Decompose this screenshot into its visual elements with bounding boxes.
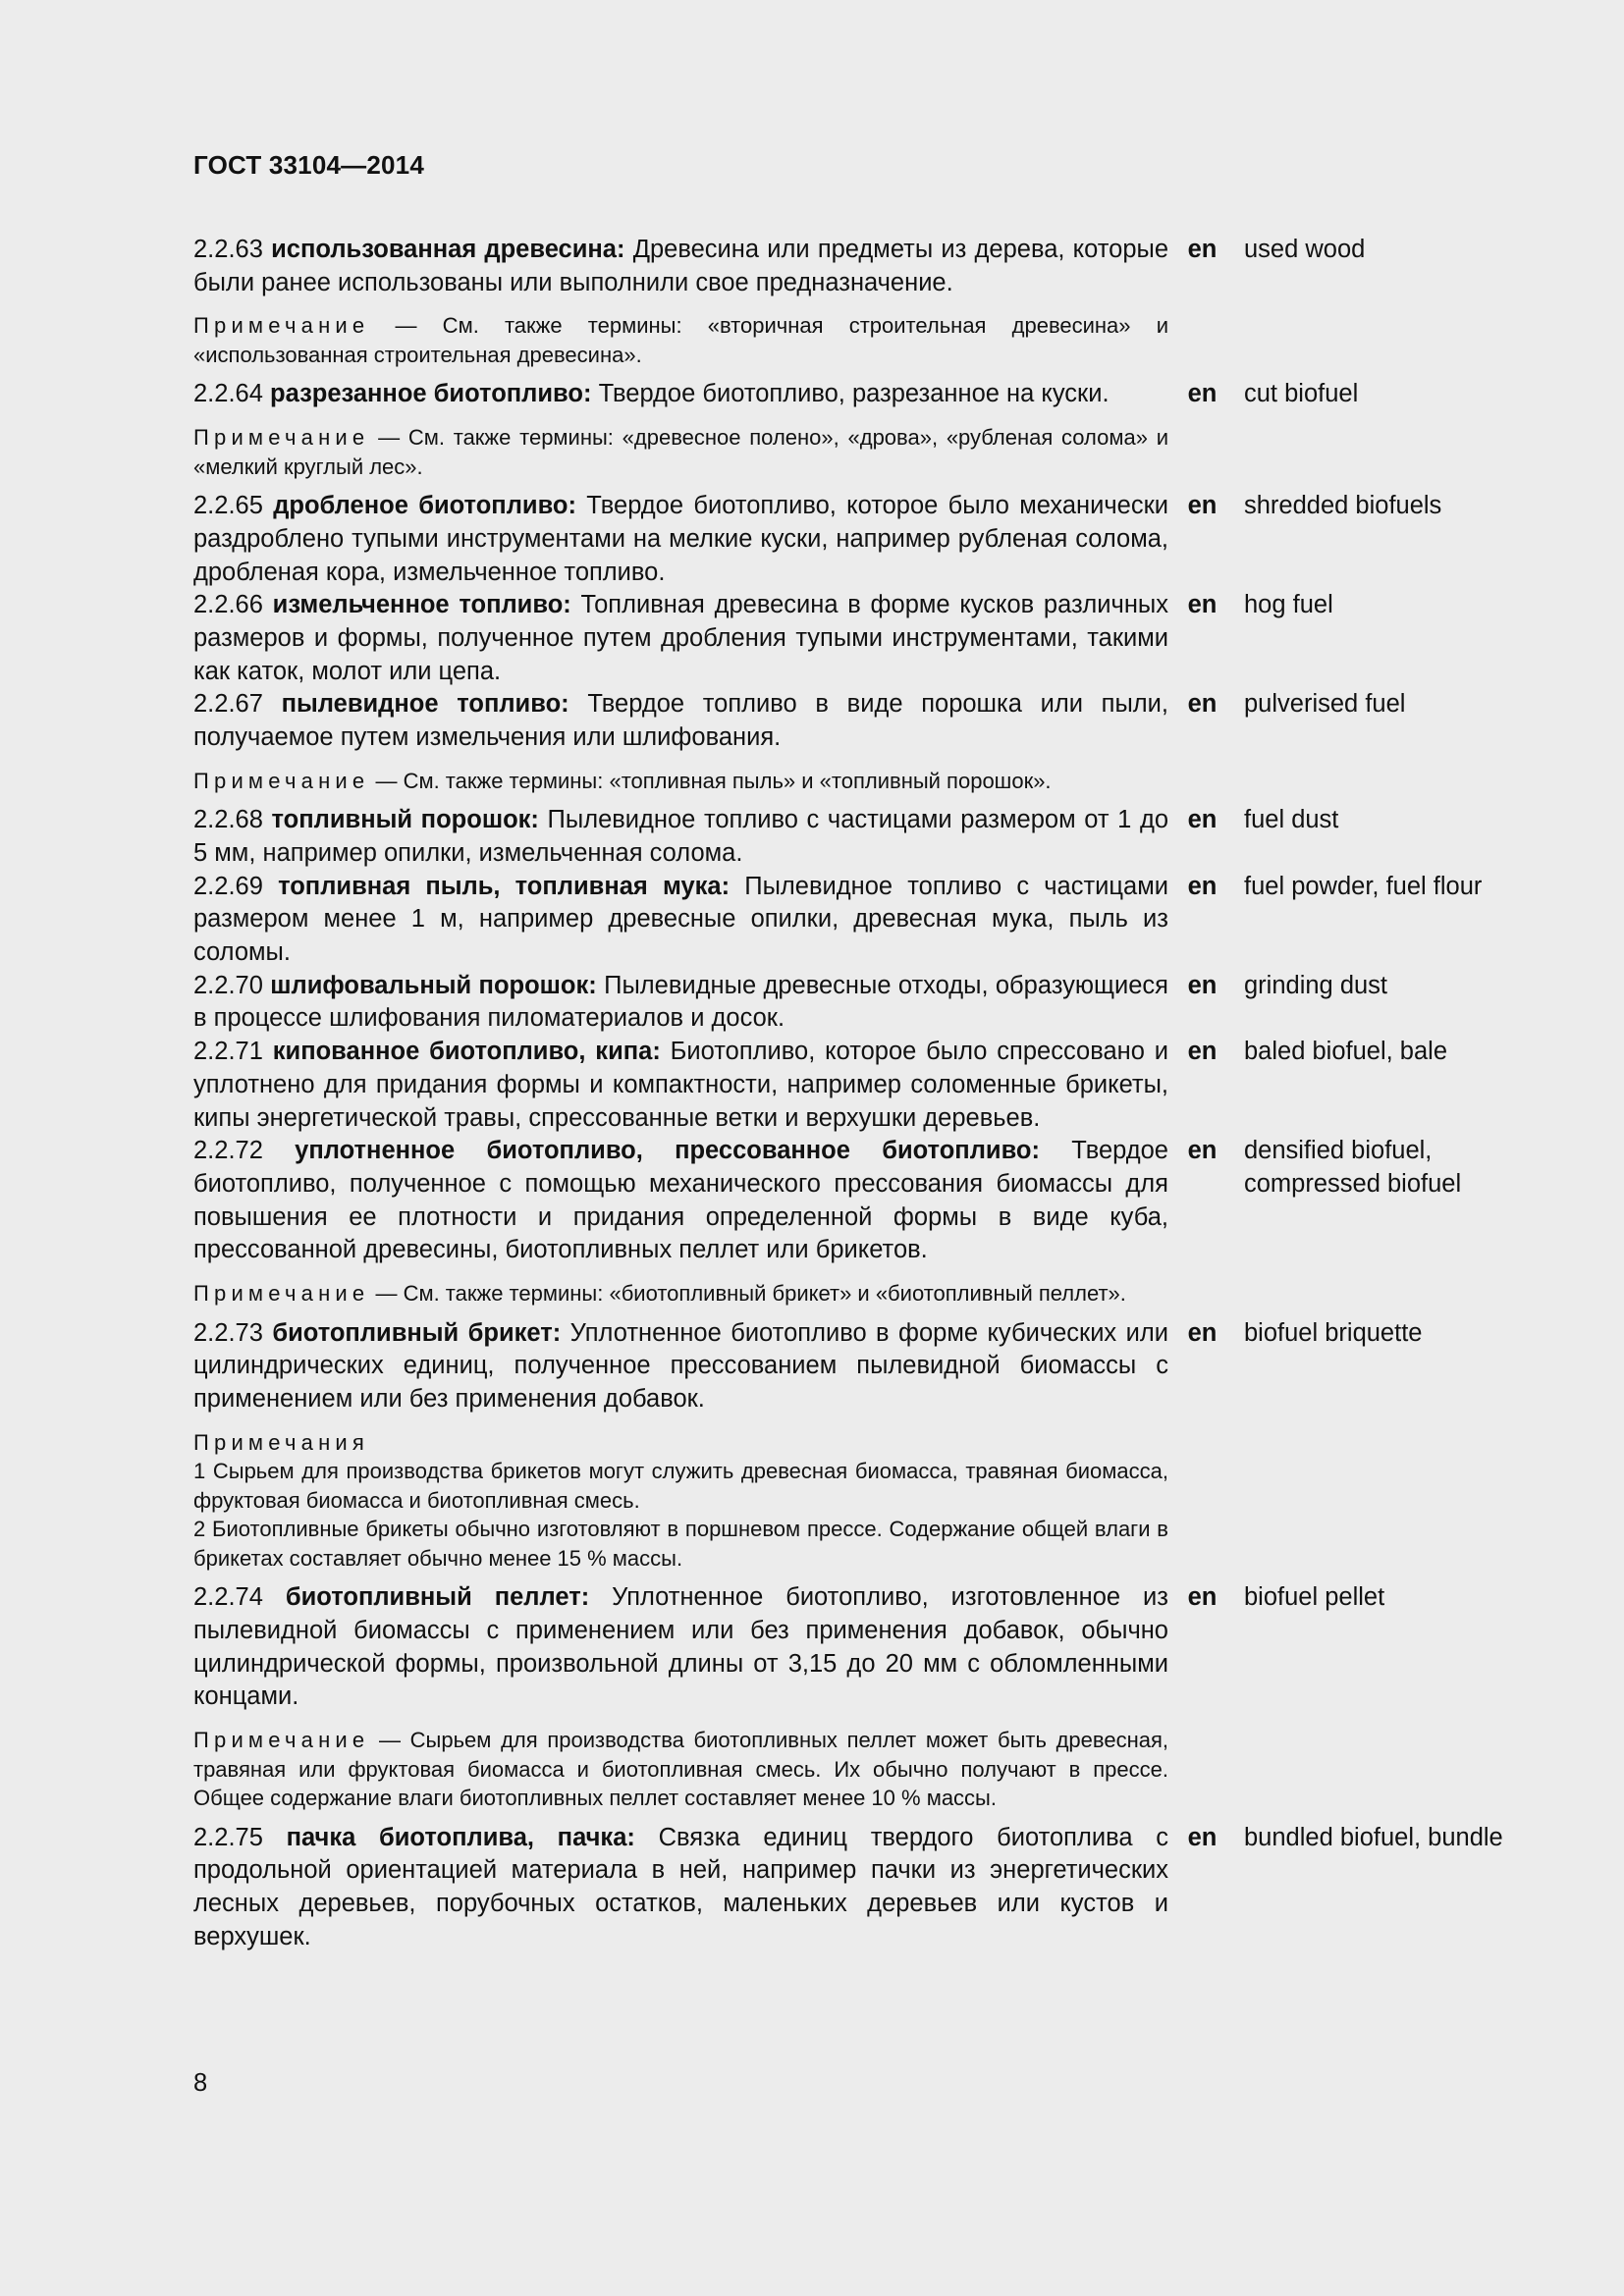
lang-code: en	[1187, 380, 1218, 408]
term-definition: Связка единиц твердого биотоплива с продольной ориентацией материала в ней, например пачки из энергетических лесных деревьев, порубочных остатков, маленьких деревьев или кустов и верхушек.	[193, 1823, 1168, 1950]
note-text: — См. также термины: «биотопливный брикет» и «биотопливный пеллет».	[369, 1281, 1126, 1307]
english-term: grinding dust	[1244, 971, 1388, 999]
note-label: Примечание	[193, 1281, 370, 1307]
note-label: Примечание	[193, 313, 370, 339]
term-definition: Пылевидное топливо с частицами размером от 1 до 5 мм, например опилки, измельченная солома.	[193, 806, 1168, 867]
terms-list	[193, 234, 1509, 1953]
term-entry	[193, 970, 1509, 1036]
lang-code: en	[1187, 492, 1218, 520]
term-entry	[193, 589, 1509, 688]
term-note	[193, 423, 1168, 481]
lang-code: en	[1187, 1137, 1218, 1165]
term-entry	[193, 1135, 1509, 1267]
english-term: densified biofuel, compressed biofuel	[1244, 1137, 1462, 1198]
term-entry	[193, 1581, 1509, 1714]
lang-code: en	[1187, 872, 1218, 900]
term-name: биотопливный брикет:	[272, 1318, 562, 1347]
english-term: baled biofuel, bale	[1244, 1038, 1448, 1066]
term-definition: Твердое топливо в виде порошка или пыли, получаемое путем измельчения или шлифования.	[193, 690, 1169, 752]
term-number: 2.2.75	[193, 1823, 263, 1851]
lang-code: en	[1187, 1318, 1218, 1347]
term-body	[193, 1317, 1168, 1416]
term-name: кипованное биотопливо, кипа:	[272, 1038, 661, 1066]
term-name: разрезанное биотопливо:	[270, 380, 592, 408]
lang-code: en	[1187, 1038, 1218, 1066]
term-entry	[193, 1822, 1509, 1954]
term-number: 2.2.70	[193, 971, 263, 999]
term-notes	[193, 1428, 1168, 1574]
term-entry	[193, 234, 1509, 299]
term-definition: Пылевидное топливо с частицами размером менее 1 м, например древесные опилки, древесная мука, пыль из соломы.	[193, 872, 1168, 967]
english-term: pulverised fuel	[1244, 690, 1406, 719]
term-definition: Древесина или предметы из дерева, которые были ранее использованы или выполнили свое предназначение.	[193, 236, 1169, 296]
term-definition: Твердое биотопливо, разрезанное на куски.	[598, 380, 1110, 408]
term-number: 2.2.64	[193, 380, 263, 408]
term-body	[193, 378, 1168, 411]
term-name: использованная древесина:	[271, 236, 625, 263]
term-entry	[193, 688, 1509, 754]
term-number: 2.2.63	[193, 236, 263, 263]
term-name: шлифовальный порошок:	[270, 971, 597, 999]
term-body	[193, 1581, 1168, 1714]
term-body	[193, 589, 1168, 688]
term-body	[193, 490, 1168, 589]
english-term: hog fuel	[1244, 591, 1333, 619]
term-name: топливный порошок:	[271, 806, 539, 834]
term-body	[193, 871, 1168, 970]
term-definition: Твердое биотопливо, полученное с помощью механического прессования биомассы для повышения ее плотности и придания определенной формы в виде куба, прессованной древесины, биотопливных пеллет или брикетов.	[193, 1137, 1168, 1264]
lang-code: en	[1187, 971, 1218, 999]
note-text: — См. также термины: «древесное полено», «дрова», «рубленая солома» и «мелкий круглый лес».	[193, 425, 1168, 479]
term-body	[193, 804, 1168, 870]
term-note	[193, 311, 1168, 369]
term-entry	[193, 871, 1509, 970]
note-text: — См. также термины: «вторичная строительная древесина» и «использованная строительная древесина».	[193, 313, 1168, 367]
english-term: bundled biofuel, bundle	[1244, 1823, 1503, 1851]
term-name: биотопливный пеллет:	[285, 1583, 590, 1612]
lang-code: en	[1187, 806, 1218, 834]
english-term: biofuel briquette	[1244, 1318, 1423, 1347]
page-number: 8	[193, 2069, 208, 2097]
term-definition: Уплотненное биотопливо в форме кубических или цилиндрических единиц, полученное прессованием пылевидной биомассы с применением или без применения добавок.	[193, 1318, 1168, 1413]
lang-code: en	[1187, 1823, 1218, 1851]
lang-code: en	[1187, 591, 1218, 619]
note-text: — Сырьем для производства биотопливных пеллет может быть древесная, травяная или фруктовая биомасса и биотопливная смесь. Их обычно получают в прессе. Общее содержание влаги биотопливных пеллет составляет менее 10 % массы.	[193, 1728, 1168, 1810]
term-name: пылевидное топливо:	[281, 690, 569, 719]
note-item: 2 Биотопливные брикеты обычно изготовляют в поршневом прессе. Содержание общей влаги в брикетах составляет обычно менее 15 % массы.	[193, 1517, 1168, 1571]
term-number: 2.2.66	[193, 591, 263, 619]
term-number: 2.2.74	[193, 1583, 263, 1612]
term-body	[193, 1822, 1168, 1954]
note-text: — См. также термины: «топливная пыль» и «топливный порошок».	[369, 768, 1052, 793]
term-entry	[193, 378, 1509, 411]
notes-label: Примечания	[193, 1429, 370, 1455]
lang-code: en	[1187, 236, 1218, 263]
term-body	[193, 234, 1168, 299]
term-definition: Твердое биотопливо, которое было механически раздроблено тупыми инструментами на мелкие куски, например рубленая солома, дробленая кора, измельченное топливо.	[193, 492, 1168, 586]
term-note	[193, 1279, 1168, 1308]
term-number: 2.2.72	[193, 1137, 263, 1165]
term-body	[193, 1036, 1168, 1135]
term-body	[193, 1135, 1168, 1267]
english-term: fuel powder, fuel flour	[1244, 872, 1483, 900]
term-definition: Пылевидные древесные отходы, образующиеся в процессе шлифования пиломатериалов и досок.	[193, 971, 1168, 1033]
note-label: Примечание	[193, 1728, 370, 1752]
term-body	[193, 970, 1168, 1036]
lang-code: en	[1187, 690, 1218, 719]
term-body	[193, 688, 1168, 754]
term-name: дробленое биотопливо:	[273, 492, 576, 520]
term-number: 2.2.71	[193, 1038, 263, 1066]
term-definition: Топливная древесина в форме кусков различных размеров и формы, полученное путем дробления тупыми инструментами, такими как каток, молот или цепа.	[193, 591, 1168, 685]
term-number: 2.2.67	[193, 690, 263, 719]
term-definition: Уплотненное биотопливо, изготовленное из пылевидной биомассы с применением или без применения добавок, обычно цилиндрической формы, произвольной длины от 3,15 до 20 мм с обломленными концами.	[193, 1583, 1168, 1711]
note-label: Примечание	[193, 768, 370, 793]
standard-header: ГОСТ 33104—2014	[193, 150, 424, 180]
term-number: 2.2.69	[193, 872, 263, 900]
term-note	[193, 767, 1168, 796]
note-item: 1 Сырьем для производства брикетов могут служить древесная биомасса, травяная биомасса, фруктовая биомасса и биотопливная смесь.	[193, 1459, 1168, 1513]
term-entry	[193, 804, 1509, 870]
english-term: used wood	[1244, 236, 1366, 263]
english-term: cut biofuel	[1244, 380, 1359, 408]
term-entry	[193, 1036, 1509, 1135]
english-term: biofuel pellet	[1244, 1583, 1385, 1612]
term-name: топливная пыль, топливная мука:	[278, 872, 731, 900]
term-number: 2.2.73	[193, 1318, 263, 1347]
term-name: измельченное топливо:	[272, 591, 571, 619]
lang-code: en	[1187, 1583, 1218, 1612]
note-label: Примечание	[193, 425, 370, 451]
english-term: fuel dust	[1244, 806, 1339, 834]
term-name: уплотненное биотопливо, прессованное биотопливо:	[295, 1137, 1040, 1165]
term-note	[193, 1726, 1168, 1813]
term-number: 2.2.68	[193, 806, 263, 834]
term-entry	[193, 1317, 1509, 1416]
term-number: 2.2.65	[193, 492, 263, 520]
english-term: shredded biofuels	[1244, 492, 1442, 520]
term-name: пачка биотоплива, пачка:	[286, 1823, 635, 1851]
term-definition: Биотопливо, которое было спрессовано и уплотнено для придания формы и компактности, например соломенные брикеты, кипы энергетической травы, спрессованные ветки и верхушки деревьев.	[193, 1038, 1168, 1132]
term-entry	[193, 490, 1509, 589]
